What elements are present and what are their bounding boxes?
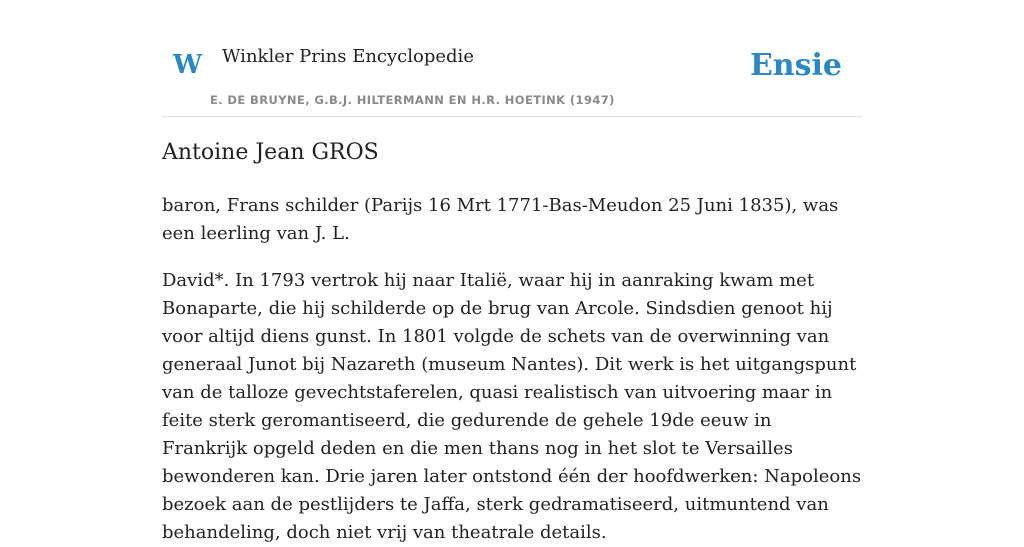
page-container — [162, 0, 862, 543]
article-paragraph: baron, Frans schilder (Parijs 16 Mrt 1771-Bas-Meudon 25 Juni 1835), was een leerling van J. L. — [162, 195, 839, 244]
source-authors: E. DE BRUYNE, G.B.J. HILTERMANN EN H.R. HOETINK (1947) — [210, 93, 615, 107]
source-title-link[interactable]: Winkler Prins Encyclopedie — [222, 46, 474, 67]
winkler-prins-logo[interactable]: W — [173, 50, 203, 80]
source-header — [162, 0, 862, 117]
article-paragraph: David*. In 1793 vertrok hij naar Italië, waar hij in aanraking kwam met Bonaparte, die hij schilderde op de brug van Arcole. Sindsdien genoot hij voor altijd diens gunst. In 1801 volgde de schets van de overwinning van generaal Junot bij Nazareth (museum Nantes). Dit werk is het uitgangspunt van de talloze gevechtstaferelen, quasi realistisch van uitvoering maar in feite sterk geromantiseerd, die gedurende de gehele 19de eeuw in Frankrijk opgeld deden en die men thans nog in het slot te Versailles bewonderen kan. Drie jaren later ontstond één der hoofdwerken: Napoleons bezoek aan de pestlijders te Jaffa, sterk gedramatiseerd, uitmuntend van behandeling, doch niet vrij van theatrale details. — [162, 270, 862, 543]
ensie-logo-link[interactable]: Ensie — [749, 48, 842, 83]
article-title: Antoine Jean GROS — [162, 140, 379, 165]
